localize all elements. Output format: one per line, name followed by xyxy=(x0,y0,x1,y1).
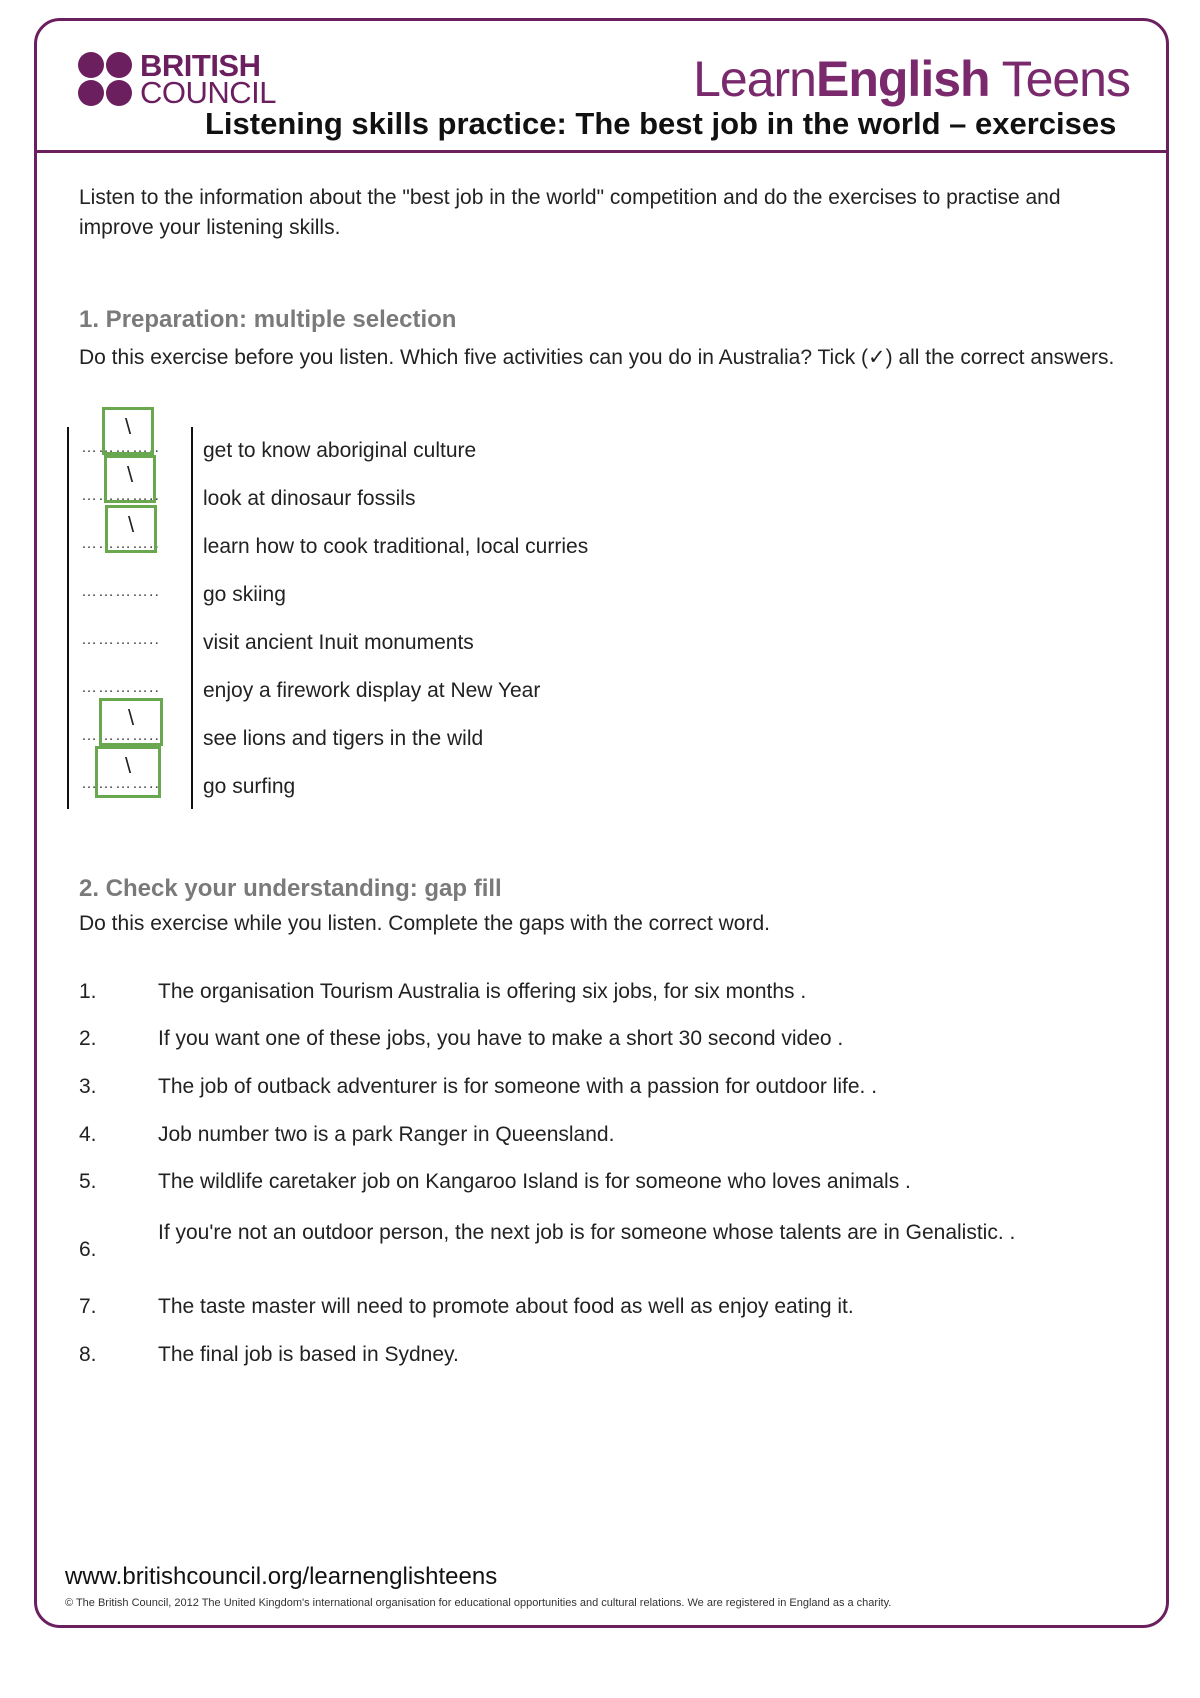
activity-label: visit ancient Inuit monuments xyxy=(203,631,474,654)
item-number: 2. xyxy=(79,1027,97,1050)
british-council-dots-icon xyxy=(78,52,132,106)
item-number: 1. xyxy=(79,980,97,1003)
item-sentence[interactable]: The final job is based in Sydney. xyxy=(158,1343,459,1366)
activity-label: learn how to cook traditional, local curries xyxy=(203,535,589,558)
section1-heading: 1. Preparation: multiple selection xyxy=(79,306,457,333)
selection-row xyxy=(67,753,627,811)
tick-box[interactable]: \ xyxy=(104,455,156,503)
tick-box[interactable]: \ xyxy=(105,505,157,553)
answer-blank: ………….. xyxy=(81,535,160,552)
answer-blank: ………….. xyxy=(81,631,160,648)
item-sentence[interactable]: The wildlife caretaker job on Kangaroo Island is for someone who loves animals . xyxy=(158,1170,911,1193)
activity-label: see lions and tigers in the wild xyxy=(203,727,484,750)
item-number: 7. xyxy=(79,1295,97,1318)
activity-label: go skiing xyxy=(203,583,286,606)
header-divider xyxy=(36,150,1167,153)
answer-blank: ………….. xyxy=(81,583,160,600)
activity-label: enjoy a firework display at New Year xyxy=(203,679,541,702)
footer-url[interactable]: www.britishcouncil.org/learnenglishteens xyxy=(65,1563,498,1590)
footer-copyright: © The British Council, 2012 The United Kingdom's international organisation for educational opportunities and cultural relations. We are registered in England as a charity. xyxy=(65,1597,892,1609)
item-number: 6. xyxy=(79,1238,97,1261)
page-frame xyxy=(34,18,1169,1628)
activity-label: get to know aboriginal culture xyxy=(203,439,477,462)
item-sentence[interactable]: Job number two is a park Ranger in Queensland. xyxy=(158,1123,615,1146)
bc-logo-line2: COUNCIL xyxy=(140,75,277,110)
le-logo-teens: Teens xyxy=(989,51,1130,107)
section2-heading: 2. Check your understanding: gap fill xyxy=(79,875,502,902)
learnenglish-teens-logo xyxy=(693,50,1130,108)
selection-row xyxy=(67,619,627,667)
item-sentence[interactable]: The taste master will need to promote about food as well as enjoy eating it. xyxy=(158,1295,854,1318)
answer-blank: ………….. xyxy=(81,439,160,456)
british-council-logo xyxy=(78,48,277,110)
item-number: 5. xyxy=(79,1170,97,1193)
activity-label: go surfing xyxy=(203,775,296,798)
item-number: 4. xyxy=(79,1123,97,1146)
section1-instruction: Do this exercise before you listen. Which five activities can you do in Australia? Tick (✓) all the correct answers. xyxy=(79,346,1115,369)
page-title: Listening skills practice: The best job in the world – exercises xyxy=(205,106,1117,141)
activity-label: look at dinosaur fossils xyxy=(203,487,416,510)
item-sentence[interactable]: If you're not an outdoor person, the next job is for someone whose talents are in Genalistic. . xyxy=(158,1221,1016,1244)
answer-blank: ………….. xyxy=(81,487,160,504)
answer-blank: ………….. xyxy=(81,727,160,744)
tick-box[interactable]: \ xyxy=(99,698,163,746)
bc-logo-line1: BRITISH xyxy=(140,48,261,83)
answer-blank: ………….. xyxy=(81,775,160,792)
item-sentence[interactable]: The job of outback adventurer is for someone with a passion for outdoor life. . xyxy=(158,1075,878,1098)
tick-box[interactable]: \ xyxy=(95,746,161,798)
item-number: 8. xyxy=(79,1343,97,1366)
item-sentence[interactable]: The organisation Tourism Australia is offering six jobs, for six months . xyxy=(158,980,807,1003)
selection-row xyxy=(67,512,627,571)
le-logo-learn: Learn xyxy=(693,51,816,107)
item-sentence[interactable]: If you want one of these jobs, you have to make a short 30 second video . xyxy=(158,1027,844,1050)
tick-box[interactable]: \ xyxy=(102,407,154,455)
answer-blank: ………….. xyxy=(81,679,160,696)
selection-row xyxy=(67,571,627,619)
item-number: 3. xyxy=(79,1075,97,1098)
intro-text: Listen to the information about the "best job in the world" competition and do the exercises to practise and improve your listening skills. xyxy=(79,186,1061,239)
section2-instruction: Do this exercise while you listen. Complete the gaps with the correct word. xyxy=(79,912,770,935)
le-logo-english: English xyxy=(816,51,990,107)
